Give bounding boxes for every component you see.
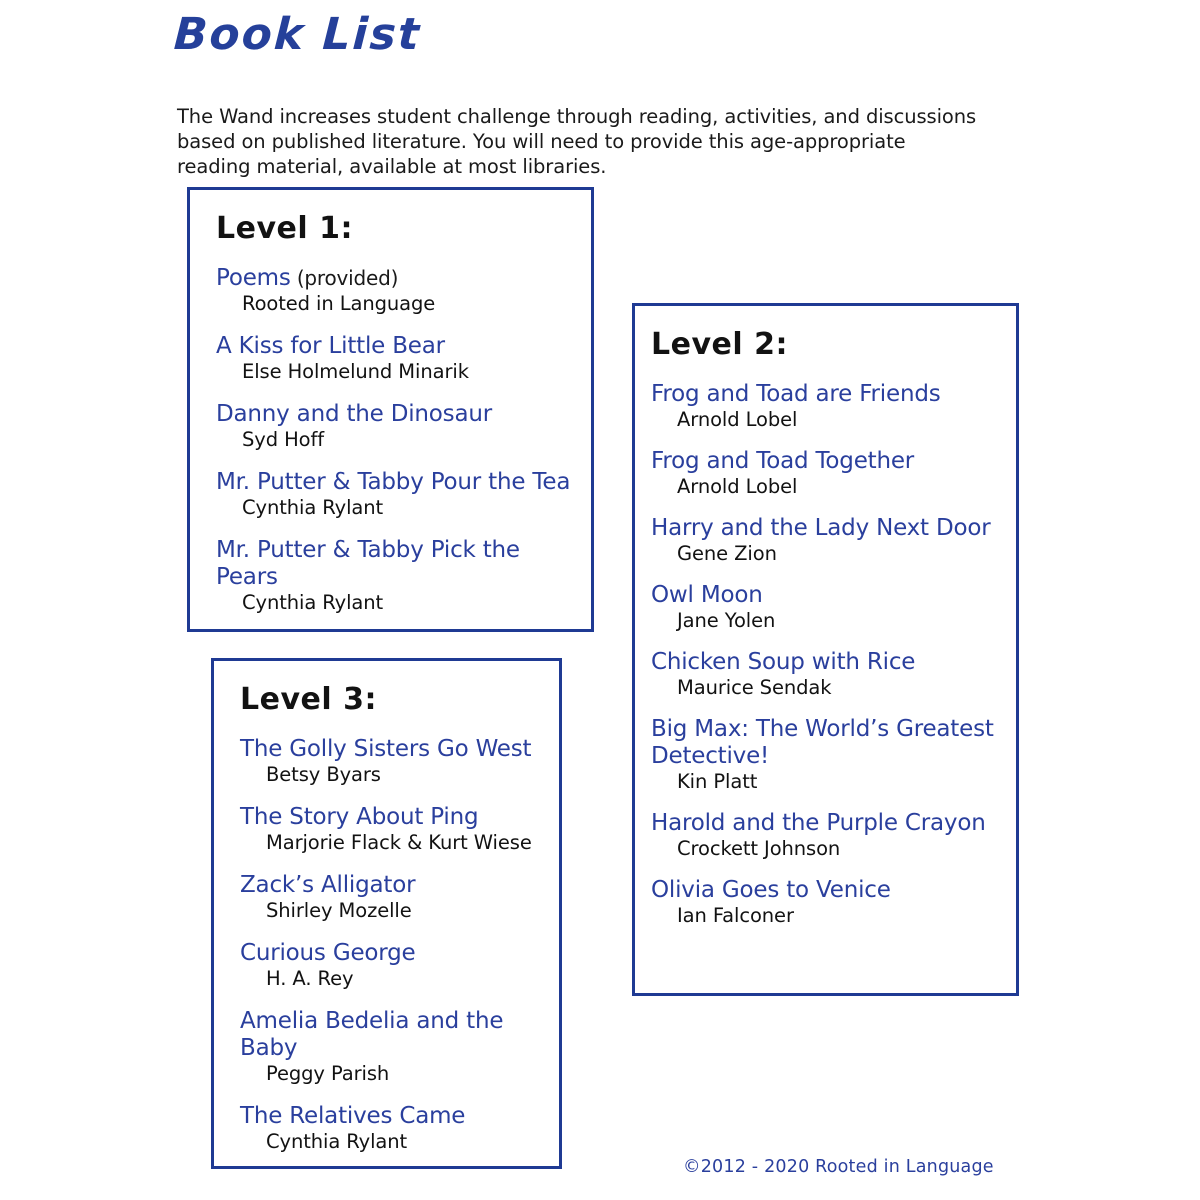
book-author: Jane Yolen bbox=[677, 609, 776, 632]
book-entry bbox=[240, 1103, 549, 1154]
level-1-content bbox=[190, 190, 591, 625]
book-author: Ian Falconer bbox=[677, 904, 794, 927]
book-entry bbox=[216, 469, 581, 520]
book-entry bbox=[651, 515, 1006, 566]
book-author: Peggy Parish bbox=[266, 1062, 390, 1085]
book-entry bbox=[651, 810, 1006, 861]
book-author: H. A. Rey bbox=[266, 967, 354, 990]
level-3-content bbox=[214, 661, 559, 1164]
book-entry bbox=[651, 381, 1006, 432]
book-author: Kin Platt bbox=[677, 770, 758, 793]
book-entry bbox=[240, 872, 549, 923]
book-entry bbox=[216, 537, 581, 615]
level-2-heading: Level 2: bbox=[651, 327, 788, 362]
level-2-box bbox=[632, 303, 1019, 996]
book-author: Marjorie Flack & Kurt Wiese bbox=[266, 831, 532, 854]
book-title: The Story About Ping bbox=[240, 804, 479, 830]
book-author: Crockett Johnson bbox=[677, 837, 841, 860]
intro-paragraph: The Wand increases student challenge through reading, activities, and discussions based on published literature. You will need to provide this age-appropriate reading material, available at most libraries. bbox=[177, 104, 977, 178]
book-title: Poems (provided) bbox=[216, 265, 399, 291]
book-entry bbox=[651, 716, 1006, 794]
book-title: The Relatives Came bbox=[240, 1103, 466, 1129]
book-entry bbox=[651, 448, 1006, 499]
book-author: Else Holmelund Minarik bbox=[242, 360, 469, 383]
book-title: Mr. Putter & Tabby Pick the Pears bbox=[216, 537, 520, 590]
book-title: Amelia Bedelia and the Baby bbox=[240, 1008, 504, 1061]
book-author: Cynthia Rylant bbox=[242, 591, 384, 614]
book-entry bbox=[216, 265, 581, 316]
book-title: The Golly Sisters Go West bbox=[240, 736, 532, 762]
book-title: A Kiss for Little Bear bbox=[216, 333, 445, 359]
book-title: Olivia Goes to Venice bbox=[651, 877, 891, 903]
book-title: Zack’s Alligator bbox=[240, 872, 416, 898]
book-author: Cynthia Rylant bbox=[266, 1130, 408, 1153]
book-entry bbox=[240, 1008, 549, 1086]
book-author: Shirley Mozelle bbox=[266, 899, 412, 922]
level-3-book-list bbox=[240, 736, 549, 1154]
book-entry bbox=[651, 582, 1006, 633]
book-author: Betsy Byars bbox=[266, 763, 381, 786]
book-title: Curious George bbox=[240, 940, 416, 966]
book-entry bbox=[240, 804, 549, 855]
book-entry bbox=[240, 940, 549, 991]
book-author: Syd Hoff bbox=[242, 428, 325, 451]
book-title: Chicken Soup with Rice bbox=[651, 649, 916, 675]
level-2-content bbox=[635, 306, 1016, 954]
book-title: Big Max: The World’s Greatest Detective! bbox=[651, 716, 994, 769]
level-1-heading: Level 1: bbox=[216, 211, 353, 246]
book-title: Harold and the Purple Crayon bbox=[651, 810, 986, 836]
book-title: Frog and Toad are Friends bbox=[651, 381, 941, 407]
page-title: Book List bbox=[172, 9, 423, 60]
book-title: Owl Moon bbox=[651, 582, 763, 608]
book-title: Mr. Putter & Tabby Pour the Tea bbox=[216, 469, 571, 495]
book-entry bbox=[651, 649, 1006, 700]
book-author: Maurice Sendak bbox=[677, 676, 832, 699]
book-title-note: (provided) bbox=[290, 266, 399, 290]
copyright-footer: ©2012 - 2020 Rooted in Language bbox=[683, 1157, 994, 1177]
book-entry bbox=[216, 401, 581, 452]
book-author: Arnold Lobel bbox=[677, 408, 798, 431]
level-2-book-list bbox=[651, 381, 1006, 928]
level-1-box bbox=[187, 187, 594, 632]
book-author: Rooted in Language bbox=[242, 292, 436, 315]
book-entry bbox=[240, 736, 549, 787]
book-author: Cynthia Rylant bbox=[242, 496, 384, 519]
book-author: Gene Zion bbox=[677, 542, 777, 565]
book-title: Frog and Toad Together bbox=[651, 448, 915, 474]
book-title: Danny and the Dinosaur bbox=[216, 401, 492, 427]
book-entry bbox=[216, 333, 581, 384]
level-1-book-list bbox=[216, 265, 581, 615]
book-entry bbox=[651, 877, 1006, 928]
book-author: Arnold Lobel bbox=[677, 475, 798, 498]
level-3-heading: Level 3: bbox=[240, 682, 377, 717]
book-title: Harry and the Lady Next Door bbox=[651, 515, 991, 541]
level-3-box bbox=[211, 658, 562, 1169]
